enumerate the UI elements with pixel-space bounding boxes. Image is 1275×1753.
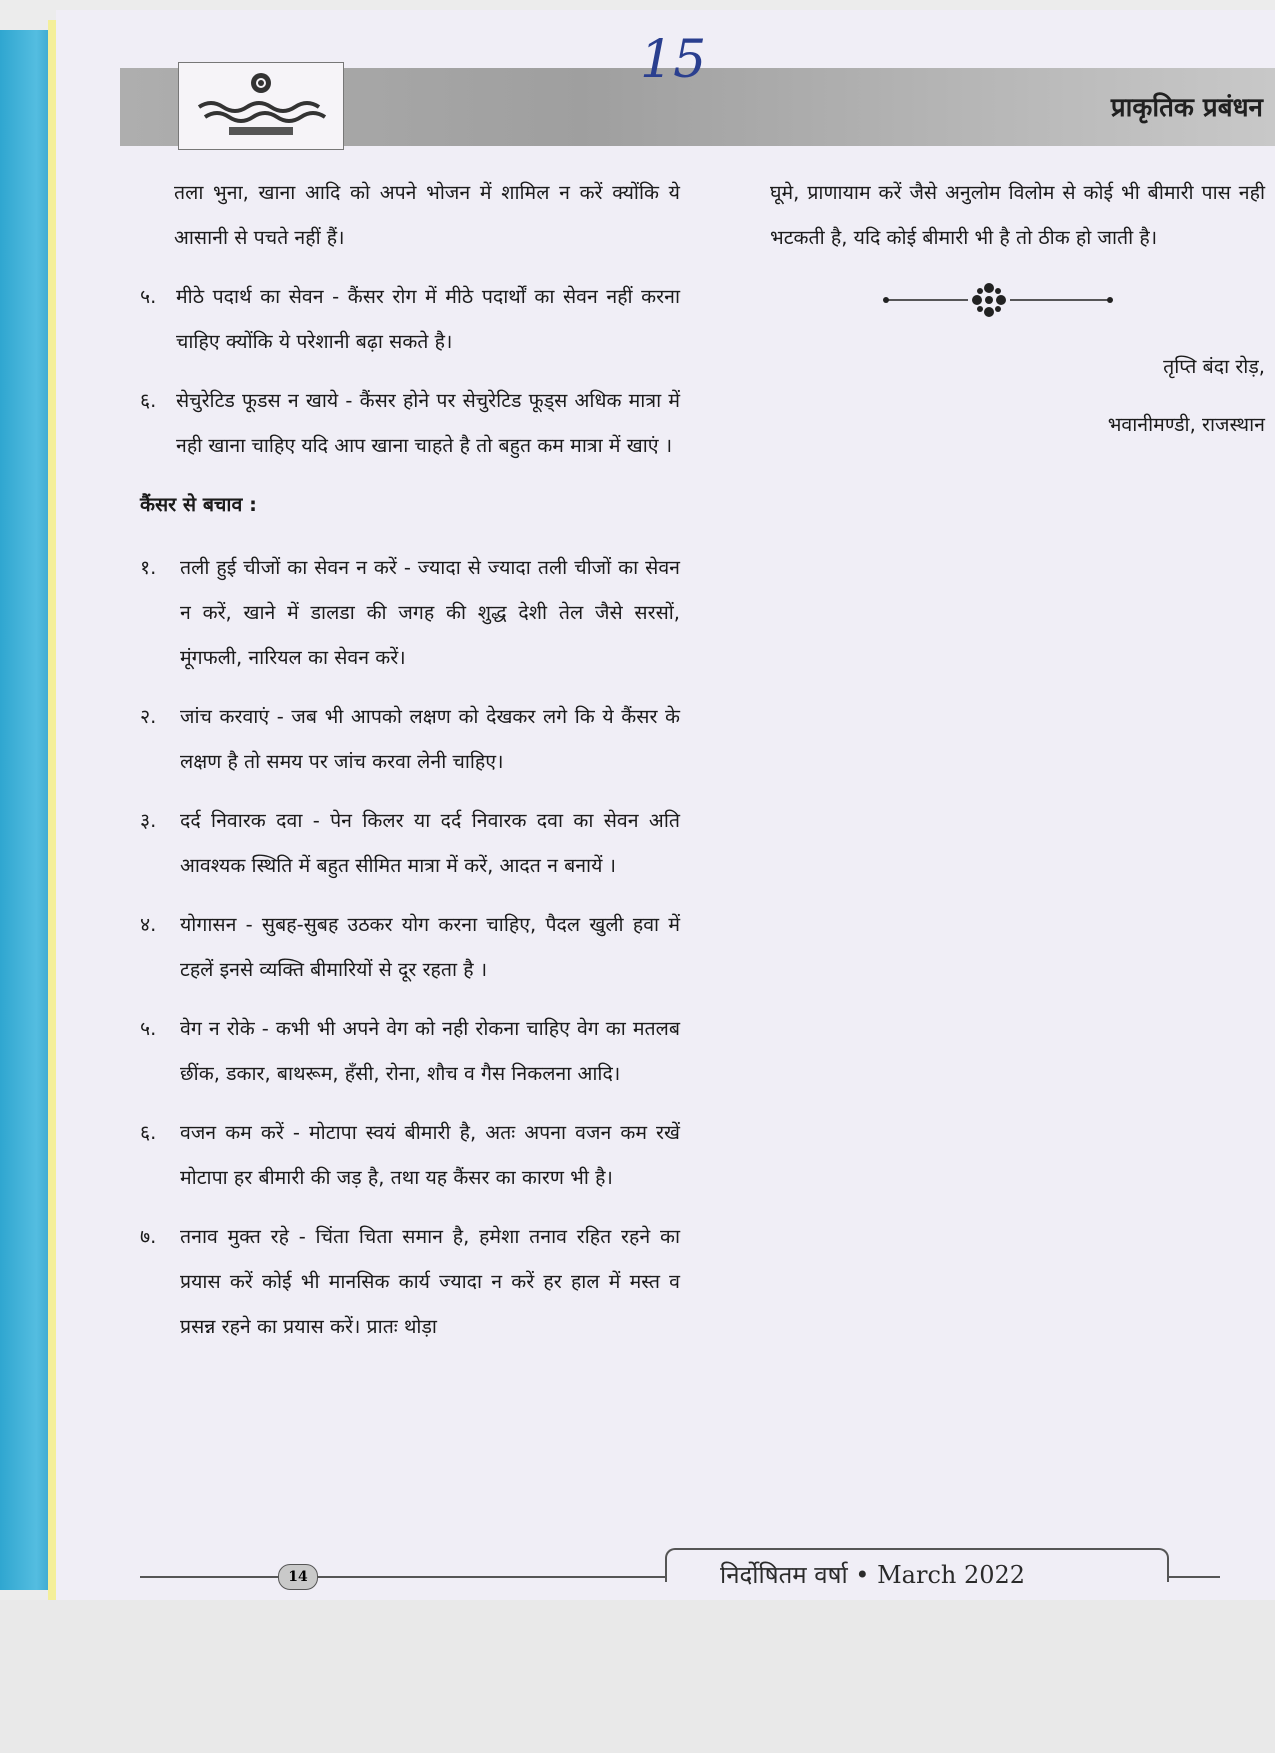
item-number: ४. (140, 913, 157, 936)
item-text: दर्द निवारक दवा - पेन किलर या दर्द निवारक दवा का सेवन अति आवश्यक स्थिति में बहुत सीमित मात्रा में करें, आदत न बनायें । (180, 809, 680, 877)
author-place: भवानीमण्डी, राजस्थान (1107, 413, 1265, 436)
left-column (140, 170, 680, 1363)
section-heading: कैंसर से बचाव : (140, 493, 257, 516)
list-item (140, 798, 680, 888)
list-item (140, 1110, 680, 1200)
handwritten-page-mark: 15 (640, 30, 707, 90)
sun-wave-icon (189, 69, 333, 143)
cyan-cover-strip (0, 30, 52, 1590)
author-name: तृप्ति बंदा रोड़, (1163, 355, 1265, 378)
item-number: ५. (140, 285, 157, 308)
item-text: सेचुरेटिड फूडस न खाये - कैंसर होने पर सेचुरेटिड फूड्स अधिक मात्रा में नही खाना चाहिए यदि आप खाना चाहते है तो बहुत कम मात्रा में खाएं । (176, 389, 680, 457)
page-number: 14 (278, 1564, 318, 1590)
item-number: ६. (140, 389, 157, 412)
list-item (140, 1006, 680, 1096)
item-number: ७. (140, 1225, 157, 1248)
list-item (140, 694, 680, 784)
right-column (770, 170, 1265, 454)
magazine-footer: निर्दोषितम वर्षा • March 2022 (720, 1561, 1026, 1589)
list-item (140, 902, 680, 992)
section-title: प्राकृतिक प्रबंधन (1110, 93, 1263, 123)
ornament-divider (770, 280, 1265, 320)
intro-paragraph: तला भुना, खाना आदि को अपने भोजन में शामिल न करें क्योंकि ये आसानी से पचते नहीं हैं। (174, 181, 680, 249)
continuation-paragraph: घूमे, प्राणायाम करें जैसे अनुलोम विलोम से कोई भी बीमारी पास नही भटकती है, यदि कोई बीमारी भी है तो ठीक हो जाती है। (770, 181, 1265, 249)
list-item (140, 1214, 680, 1349)
item-number: ३. (140, 809, 157, 832)
item-number: ६. (140, 1121, 157, 1144)
item-number: ५. (140, 1017, 157, 1040)
flourish-icon (770, 280, 1265, 320)
item-text: मीठे पदार्थ का सेवन - कैंसर रोग में मीठे पदार्थों का सेवन नहीं करना चाहिए क्योंकि ये परेशानी बढ़ा सकते है। (176, 285, 680, 353)
item-text: जांच करवाएं - जब भी आपको लक्षण को देखकर लगे कि ये कैंसर के लक्षण है तो समय पर जांच करवा लेनी चाहिए। (180, 705, 680, 773)
section-logo (178, 62, 344, 150)
list-item (140, 274, 680, 364)
item-number: १. (140, 556, 157, 579)
item-text: तली हुई चीजों का सेवन न करें - ज्यादा से ज्यादा तली चीजों का सेवन न करें, खाने में डालडा की जगह की शुद्ध देशी तेल जैसे सरसों, मूंगफली, नारियल का सेवन करें। (180, 556, 680, 669)
item-text: वेग न रोके - कभी भी अपने वेग को नही रोकना चाहिए वेग का मतलब छींक, डकार, बाथरूम, हँसी, रोना, शौच व गैस निकलना आदि। (180, 1017, 680, 1085)
scan-background (0, 1600, 1275, 1753)
list-item (140, 545, 680, 680)
item-number: २. (140, 705, 157, 728)
item-text: तनाव मुक्त रहे - चिंता चिता समान है, हमेशा तनाव रहित रहने का प्रयास करें कोई भी मानसिक कार्य ज्यादा न करें हर हाल में मस्त व प्रसन्न रहने का प्रयास करें। प्रातः थोड़ा (180, 1225, 680, 1338)
item-text: योगासन - सुबह-सुबह उठकर योग करना चाहिए, पैदल खुली हवा में टहलें इनसे व्यक्ति बीमारियों से दूर रहता है । (180, 913, 680, 981)
list-item (140, 378, 680, 468)
item-text: वजन कम करें - मोटापा स्वयं बीमारी है, अतः अपना वजन कम रखें मोटापा हर बीमारी की जड़ है, तथा यह कैंसर का कारण भी है। (180, 1121, 680, 1189)
